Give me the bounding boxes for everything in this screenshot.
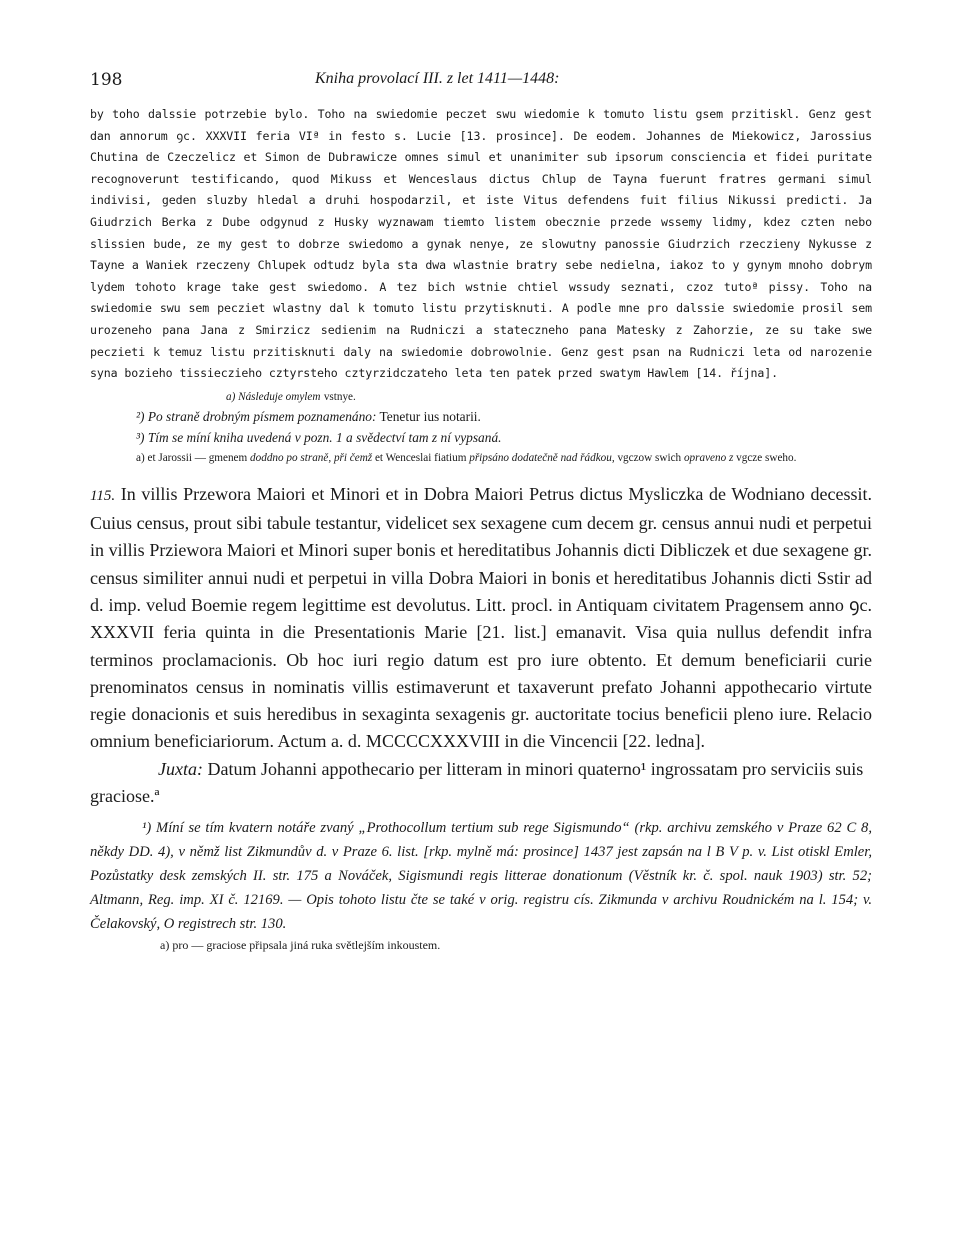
- footnote-a2-prefix: a) et Jarossii —: [136, 452, 206, 465]
- footnotes-lower: [90, 816, 872, 954]
- footnote-a2-text-3: vgczow swich: [617, 452, 682, 465]
- footnote-a2-italic-1: doddno po straně, při čemž: [250, 452, 373, 465]
- footnote-a2-italic-3: opraveno z: [683, 452, 734, 465]
- footnote-a2-mid: gmenem: [208, 452, 248, 465]
- footnote-a: [90, 386, 872, 408]
- footnote-a2-italic-2: připsáno dodatečně nad řádkou,: [469, 452, 615, 465]
- footnote-a2-text-2: et Wenceslai fiatium: [374, 452, 467, 465]
- footnote-1: ¹) Míní se tím kvatern notáře zvaný „Prothocollum tertium sub rege Sigismundo“ (rkp. archivu zemského v Praze 62 C 8, někdy DD. 4), v němž list Zikmundův d. v Praze 6. list. [rkp. mylně má: prosince] 1437 jest zapsán na l B V p. v. List otiskl Emler, Pozůstatky desk zemských II. str. 175 a Nováček, Sigismundi regis litterae donationum (Věstník kr. č. spol. nauk 1903) str. 52; Altmann, Reg. imp. XI č. 12169. — Opis tohoto listu čte se také v orig. registru cís. Zikmunda v archivu Roudnickém na l. 154; v. Čelakovský, O registrech str. 130.: [90, 820, 872, 933]
- running-title: Kniha provolací III. z let 1411—1448:: [315, 70, 560, 87]
- page-header: [90, 70, 872, 104]
- footnote-a-label: a) Následuje omylem: [226, 390, 321, 403]
- juxta-label: Juxta:: [158, 758, 203, 779]
- footnote-a-lower: a) pro — graciose připsala jiná ruka světlejším inkoustem.: [160, 938, 441, 953]
- footnote-2-label: ²) Po straně drobným písmem poznamenáno:: [136, 409, 377, 425]
- footnote-2: [90, 407, 872, 428]
- book-page: [90, 70, 872, 954]
- juxta-text: Datum Johanni appothecario per litteram in minori quaterno¹ ingrossatam pro serviciis suis graciose.ª: [90, 758, 864, 806]
- footnote-a-second: [90, 448, 872, 469]
- footnote-a-text: vstnye.: [323, 390, 356, 403]
- juxta-note: [90, 756, 872, 811]
- footnote-3: ³) Tím se míní kniha uvedená v pozn. 1 a svědectví tam z ní vypsaná.: [136, 429, 502, 445]
- entry-text: In villis Przewora Maiori et Minori et in Dobra Maiori Petrus dictus Mysliczka de Wodniano decessit. Cuius census, prout sibi tabule testantur, videlicet sex sexagene cum decem gr. census annui nudi et perpetui in villis Przieworа Maiori et Minori super bonis et hereditatibus Johannis dicti Dibliczek et due sexagene gr. census similiter annui nudi et perpetui in villa Dobra Maiori in bonis et hereditatibus Johannis dicti Sstir ad d. imp. velud Boemie regem legittime est devolutus. Litt. procl. in Antiquam civitatem Pragensem anno ꝯc. XXXVII feria quinta in die Presentationis Marie [21. list.] emanavit. Visa quia nullus defendit infra terminos proclamacionis. Ob hoc iuri regio datum est pro iure obtento. Et demum beneficiarii curie prenominatos census in nominatis villis estimaverunt et taxaverunt prefato Johanni appothecario virtute regie donacionis et suis heredibus in sexaginta sexagenis gr. auctoritate tocius beneficii pleno iure. Relacio omnium beneficiariorum. Actum a. d. MCCCCXXXVIII in die Vincencii [22. ledna].: [90, 483, 873, 752]
- footnotes-upper: [90, 386, 872, 469]
- page-number: 198: [90, 70, 123, 90]
- document-paragraph: by toho dalssie potrzebie bylo. Toho na swiedomie peczet swu wiedomie k tomuto listu gsem przitiskl. Genz gest dan annorum ꝯc. XXXVII feria VIª in festo s. Lucie [13. prosince]. De eodem. Johannes de Miekowicz, Jarossius Chutina de Czeczelicz et Simon de Dubrawicze omnes simul et unanimiter sub ipsorum consciencia et fidei puritate recognoverunt testificando, quod Mikuss et Wenceslaus dictus Chlup de Tayna fuerunt fratres germani simul indivisi, geden sluzby hledal a druhi hospodarzil, et iste Vitus defendens fuit filius Nikussi predicti. Ja Giudrzich Berka z Dube odgynud z Husky wyznawam tiemto listem obecznie przede wssemy lidmy, kdez czten nebo slissien bude, ze my gest to dobrze swiedomo a gynak nenye, ze slowutny panossie Giudrzich rzeczieny Nykusse z Tayne a Waniek rzeczeny Chlupek odtudz byla sta dwa wlastnie bratry sebe nedielna, iakoz to y gynym mnoho dobrym lydem tohoto krage take gest swiedomo. A tez bich wstnie chtiel wssudy seznati, czoz tutoª pissy. Toho na swiedomie swu sem pecziet wlastny dal k tomuto listu przytisknuti. A podle mne pro dalssie swiedomie prosil sem urozeneho pana Jana z Smirzicz sedienim na Rudniczi a stateczneho pana Matesky z Zahorzie, ze su take swe peczieti k temuz listu przitisknuti daly na swiedomie dobrowolnie. Genz gest psan na Rudniczi leta od narozenie syna bozieho tissieczieho cztyrsteho cztyrzidczateho leta ten patek przed swatym Hawlem [14. října].: [90, 107, 872, 381]
- entry-115: [90, 481, 872, 756]
- entry-number: 115.: [90, 487, 116, 504]
- footnote-2-text: Tenetur ius notarii.: [379, 409, 481, 425]
- footnote-a2-text-4: vgcze sweho.: [736, 452, 797, 465]
